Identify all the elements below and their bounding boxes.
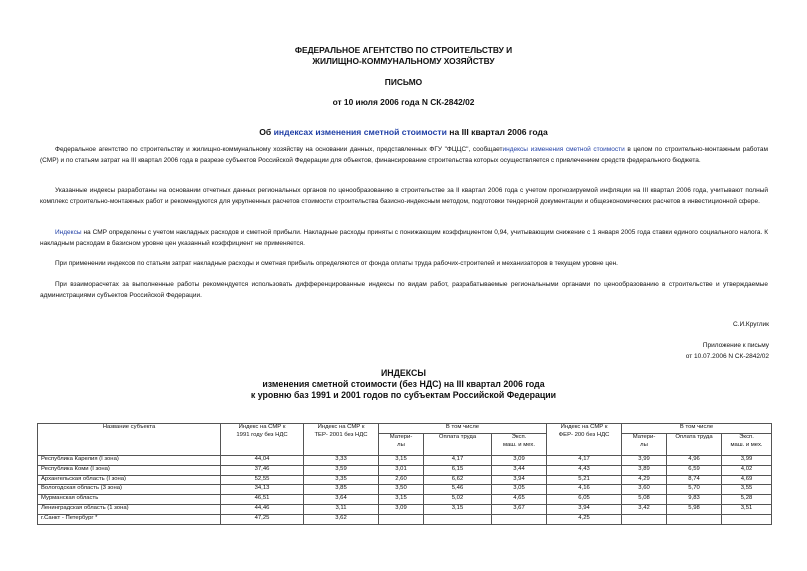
document-date-number: от 10 июля 2006 года N СК-2842/02 bbox=[332, 97, 475, 107]
cell-index-1991: 46,51 bbox=[221, 495, 304, 505]
paragraph-1-end: в целом по строительно-монтажным работам (СМР) и по статьям затрат на III квартал 2006 года в разрезе субъектов Российской Федерации для объектов, финансирование строительства которых осуществляется с привлечением средств федерального бюджета. bbox=[40, 146, 768, 164]
cell-index-fer: 6,05 bbox=[547, 495, 622, 505]
cell-index-ter: 3,35 bbox=[304, 475, 379, 485]
cell-materials: 3,09 bbox=[379, 504, 424, 514]
annex-title bbox=[0, 368, 807, 401]
header-index-ter bbox=[304, 424, 379, 456]
header-machines-line-1: Эксп. bbox=[511, 434, 527, 440]
header-materials-2-line-1: Матери- bbox=[632, 434, 656, 440]
cell-wages: 5,46 bbox=[424, 485, 492, 495]
cell-materials: 3,01 bbox=[379, 465, 424, 475]
cell-index-1991: 52,55 bbox=[221, 475, 304, 485]
agency-line-1: ФЕДЕРАЛЬНОЕ АГЕНТСТВО ПО СТРОИТЕЛЬСТВУ И bbox=[294, 45, 513, 55]
cell-materials-2 bbox=[622, 514, 667, 524]
cell-materials-2: 3,89 bbox=[622, 465, 667, 475]
table-row bbox=[38, 495, 772, 505]
cell-index-fer: 5,21 bbox=[547, 475, 622, 485]
annex-title-line-2: изменения сметной стоимости (без НДС) на III квартал 2006 года bbox=[262, 379, 545, 389]
cell-materials: 3,50 bbox=[379, 485, 424, 495]
cell-machines: 3,94 bbox=[492, 475, 547, 485]
table-row bbox=[38, 485, 772, 495]
cell-wages-2 bbox=[667, 514, 722, 524]
cell-machines-2: 5,28 bbox=[722, 495, 772, 505]
annex-reference bbox=[686, 341, 769, 362]
cell-wages: 3,15 bbox=[424, 504, 492, 514]
cell-wages: 4,17 bbox=[424, 456, 492, 466]
cell-materials: 3,15 bbox=[379, 495, 424, 505]
cell-machines-2: 3,99 bbox=[722, 456, 772, 466]
cell-machines: 4,65 bbox=[492, 495, 547, 505]
paragraph-4: При применении индексов по статьям затрат накладные расходы и сметная прибыль определяются от фонда оплаты труда рабочих-строителей и механизаторов в текущем уровне цен. bbox=[55, 260, 618, 267]
cell-index-fer: 4,25 bbox=[547, 514, 622, 524]
header-index-fer bbox=[547, 424, 622, 456]
cell-index-1991: 47,25 bbox=[221, 514, 304, 524]
paragraph-2: Указанные индексы разработаны на основании отчетных данных региональных органов по ценообразованию в строительстве за II квартал 2006 года с учетом прогнозируемой инфляции на III квартал 2006 года, учитывают полный комплекс строительно-монтажных работ и рекомендуются для укрупненных расчетов стоимости строительства базисно-индексным методом, подготовки тендерной документации и общеэкономических расчетов в инвестиционной сфере. bbox=[40, 187, 768, 205]
cell-machines: 3,67 bbox=[492, 504, 547, 514]
header-index-ter-line-1: Индекс на СМР к bbox=[317, 424, 365, 430]
cell-index-1991: 44,46 bbox=[221, 504, 304, 514]
subject-prefix: Об bbox=[259, 127, 274, 137]
annex-line-2: от 10.07.2006 N СК-2842/02 bbox=[685, 352, 769, 360]
cell-materials: 2,60 bbox=[379, 475, 424, 485]
cell-materials-2: 3,42 bbox=[622, 504, 667, 514]
cell-subject: г.Санкт - Петербург * bbox=[38, 514, 221, 524]
document-type: ПИСЬМО bbox=[384, 77, 423, 87]
annex-line-1: Приложение к письму bbox=[702, 342, 769, 349]
agency-line-2: ЖИЛИЩНО-КОММУНАЛЬНОМУ ХОЗЯЙСТВУ bbox=[312, 56, 495, 66]
cell-wages-2: 6,59 bbox=[667, 465, 722, 475]
cell-index-ter: 3,64 bbox=[304, 495, 379, 505]
table-row bbox=[38, 504, 772, 514]
cell-wages-2: 9,83 bbox=[667, 495, 722, 505]
cell-index-1991: 37,46 bbox=[221, 465, 304, 475]
cell-subject: Вологодская область (3 зона) bbox=[38, 485, 221, 495]
cell-index-fer: 4,43 bbox=[547, 465, 622, 475]
cell-materials: 3,15 bbox=[379, 456, 424, 466]
header-machines-line-2: маш. и мех. bbox=[502, 441, 536, 448]
header-index-fer-line-1: Индекс на СМР к bbox=[560, 424, 608, 430]
cell-materials-2: 5,08 bbox=[622, 495, 667, 505]
paragraph-3-text: на СМР определены с учетом накладных расходов и сметной прибыли. Накладные расходы приняты с понижающим коэффициентом 0,94, учитывающим снижение с 1 января 2005 года ставки единого социального налога. К накладным расходам в базисном уровне цен указанный коэффициент не применяется. bbox=[40, 229, 768, 247]
cell-machines-2: 3,51 bbox=[722, 504, 772, 514]
cell-index-fer: 4,16 bbox=[547, 485, 622, 495]
header-machines-2 bbox=[722, 434, 772, 456]
table-row bbox=[38, 475, 772, 485]
header-materials-line-2: лы bbox=[397, 441, 405, 448]
cell-index-ter: 3,33 bbox=[304, 456, 379, 466]
cell-materials-2: 3,99 bbox=[622, 456, 667, 466]
annex-title-line-1: ИНДЕКСЫ bbox=[380, 368, 427, 378]
cell-wages-2: 5,98 bbox=[667, 504, 722, 514]
paragraph-5: При взаиморасчетах за выполненные работы рекомендуется использовать дифференцированные индексы по видам работ, разрабатываемые региональными органами по ценообразованию в строительстве и утверждаемые администрациями субъектов Российской Федерации. bbox=[40, 281, 768, 299]
cell-machines: 3,05 bbox=[492, 485, 547, 495]
indices-table bbox=[37, 423, 772, 525]
cell-index-fer: 3,94 bbox=[547, 504, 622, 514]
indices-link[interactable]: индексы изменения сметной стоимости bbox=[502, 146, 625, 153]
header-index-1991-line-1: Индекс на СМР к bbox=[238, 424, 286, 430]
cell-index-ter: 3,85 bbox=[304, 485, 379, 495]
paragraph-1 bbox=[40, 145, 768, 166]
header-index-1991-line-2: 1991 году без НДС bbox=[236, 431, 288, 438]
cell-machines-2: 4,02 bbox=[722, 465, 772, 475]
cell-subject: Республика Карелия (I зона) bbox=[38, 456, 221, 466]
paragraph-3 bbox=[40, 228, 768, 249]
header-materials bbox=[379, 434, 424, 456]
cell-machines: 3,44 bbox=[492, 465, 547, 475]
header-index-ter-line-2: ТЕР- 2001 без НДС bbox=[314, 431, 368, 438]
cell-wages: 6,62 bbox=[424, 475, 492, 485]
cell-index-ter: 3,59 bbox=[304, 465, 379, 475]
header-machines-2-line-2: маш. и мех. bbox=[730, 441, 763, 448]
header-including-fer: В том числе bbox=[622, 424, 772, 434]
cell-wages: 5,02 bbox=[424, 495, 492, 505]
header-wages-2: Оплата труда bbox=[667, 434, 722, 456]
table-header-row-1 bbox=[38, 424, 772, 434]
indices-link-2[interactable]: Индексы bbox=[55, 229, 82, 236]
cell-machines: 3,09 bbox=[492, 456, 547, 466]
table-row bbox=[38, 514, 772, 524]
cell-materials-2: 4,29 bbox=[622, 475, 667, 485]
cell-wages bbox=[424, 514, 492, 524]
subject-suffix: на III квартал 2006 года bbox=[446, 127, 548, 137]
cell-index-1991: 44,04 bbox=[221, 456, 304, 466]
header-materials-2-line-2: лы bbox=[640, 441, 648, 448]
cell-machines-2: 4,69 bbox=[722, 475, 772, 485]
cell-subject: Архангельская область (I зона) bbox=[38, 475, 221, 485]
header-materials-line-1: Матери- bbox=[389, 434, 413, 440]
cell-index-ter: 3,62 bbox=[304, 514, 379, 524]
table-row bbox=[38, 456, 772, 466]
cell-wages-2: 4,96 bbox=[667, 456, 722, 466]
cell-materials-2: 3,60 bbox=[622, 485, 667, 495]
cell-materials bbox=[379, 514, 424, 524]
paragraph-1-start: Федеральное агентство по строительству и жилищно-коммунальному хозяйству на основании данных, представленных ФГУ "ФЦЦС", сообщает bbox=[55, 146, 503, 153]
header-machines bbox=[492, 434, 547, 456]
cell-index-1991: 34,13 bbox=[221, 485, 304, 495]
annex-title-line-3: к уровню баз 1991 и 2001 годов по субъектам Российской Федерации bbox=[250, 390, 557, 400]
cell-wages-2: 8,74 bbox=[667, 475, 722, 485]
header-index-1991 bbox=[221, 424, 304, 456]
cell-wages-2: 5,70 bbox=[667, 485, 722, 495]
document-subject bbox=[0, 127, 807, 137]
cell-subject: Ленинградская область (1 зона) bbox=[38, 504, 221, 514]
header-wages: Оплата труда bbox=[424, 434, 492, 456]
cell-wages: 6,15 bbox=[424, 465, 492, 475]
signatory-name: С.И.Круглик bbox=[732, 321, 769, 328]
header-materials-2 bbox=[622, 434, 667, 456]
cell-machines-2 bbox=[722, 514, 772, 524]
cell-index-fer: 4,17 bbox=[547, 456, 622, 466]
table-row bbox=[38, 465, 772, 475]
agency-title bbox=[0, 45, 807, 67]
header-index-fer-line-2: ФЕР- 200 без НДС bbox=[558, 431, 610, 438]
subject-link[interactable]: индексах изменения сметной стоимости bbox=[273, 127, 447, 137]
header-machines-2-line-1: Эксп. bbox=[739, 434, 754, 440]
header-subject: Название субъекта bbox=[38, 424, 221, 456]
cell-machines-2: 3,55 bbox=[722, 485, 772, 495]
cell-machines bbox=[492, 514, 547, 524]
cell-index-ter: 3,11 bbox=[304, 504, 379, 514]
header-including-ter: В том числе bbox=[379, 424, 547, 434]
cell-subject: Республика Коми (I зона) bbox=[38, 465, 221, 475]
cell-subject: Мурманская область bbox=[38, 495, 221, 505]
